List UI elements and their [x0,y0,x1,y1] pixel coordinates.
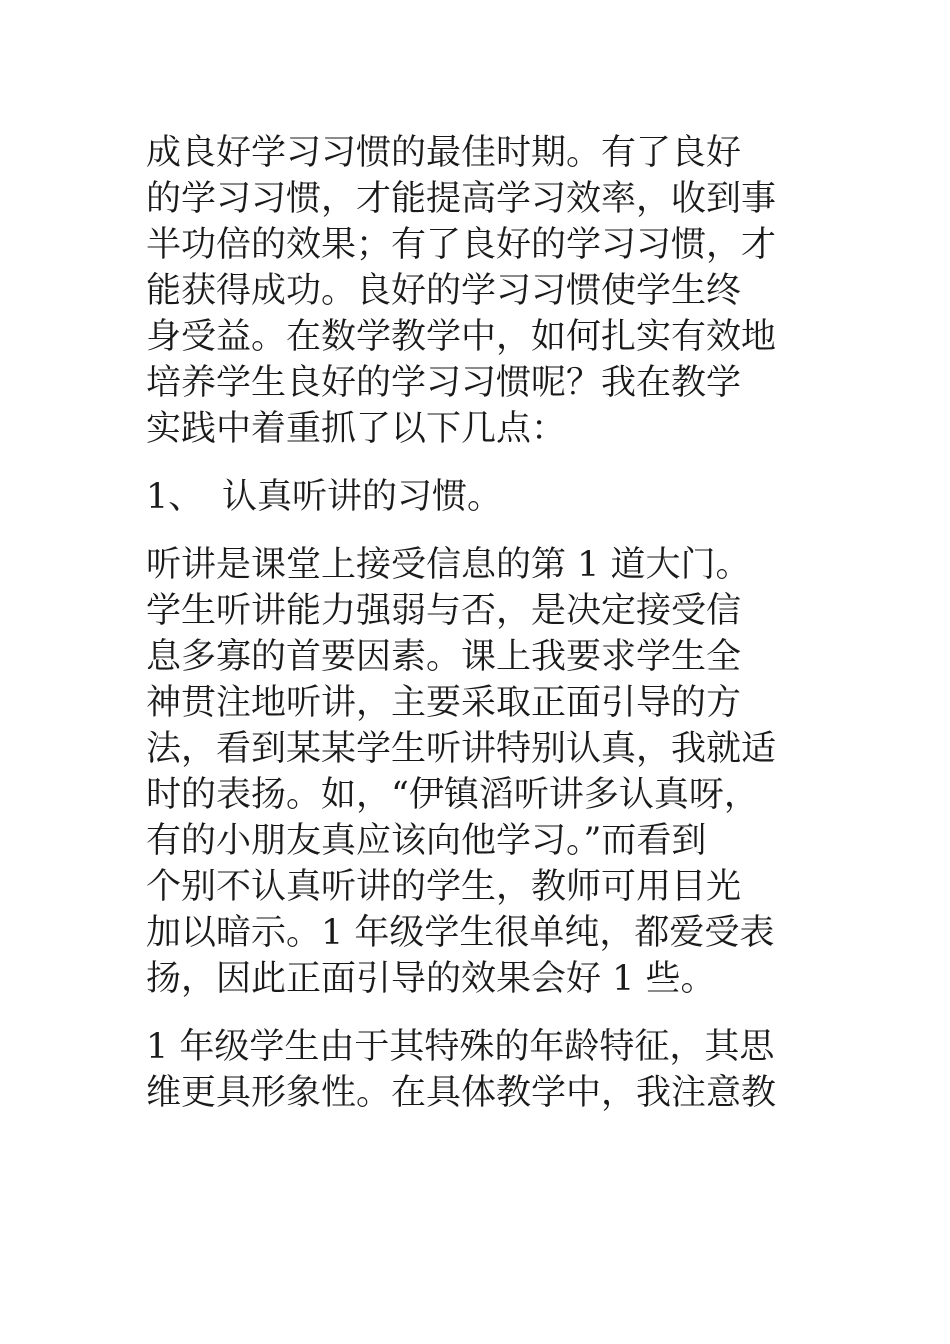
text-line: 有的小朋友真应该向他学习。”而看到 [146,821,707,861]
text-line: 学生听讲能力强弱与否，是决定接受信 [146,591,742,631]
text-line: 身受益。在数学教学中，如何扎实有效地 [146,317,777,357]
heading-number: 1、 [146,477,204,517]
text-line: 息多寡的首要因素。课上我要求学生全 [146,637,742,677]
text-line: 加以暗示。1 年级学生很单纯，都爱受表 [146,913,775,953]
text-line: 神贯注地听讲，主要采取正面引导的方 [146,683,742,723]
text-line: 法，看到某某学生听讲特别认真，我就适 [146,729,777,769]
text-line: 听讲是课堂上接受信息的第 1 道大门。 [146,545,751,585]
section-heading [146,474,826,520]
text-line: 1 年级学生由于其特殊的年龄特征，其思 [146,1027,775,1067]
paragraph-thinking [146,1024,826,1116]
text-line: 半功倍的效果；有了良好的学习习惯，才 [146,225,777,265]
text-line: 扬，因此正面引导的效果会好 1 些。 [146,959,716,999]
heading-text: 认真听讲的习惯。 [222,477,503,517]
text-line: 的学习习惯，才能提高学习效率，收到事 [146,179,777,219]
paragraph-listening [146,542,826,1002]
document-page [146,130,826,1138]
text-line: 维更具形象性。在具体教学中，我注意教 [146,1073,777,1113]
text-line: 实践中着重抓了以下几点： [146,409,567,449]
text-line: 培养学生良好的学习习惯呢？我在教学 [146,363,742,403]
paragraph-intro [146,130,826,452]
text-line: 成良好学习习惯的最佳时期。有了良好 [146,133,742,173]
text-line: 时的表扬。如，“伊镇滔听讲多认真呀， [146,775,759,815]
text-line: 能获得成功。良好的学习习惯使学生终 [146,271,742,311]
text-line: 个别不认真听讲的学生，教师可用目光 [146,867,742,907]
